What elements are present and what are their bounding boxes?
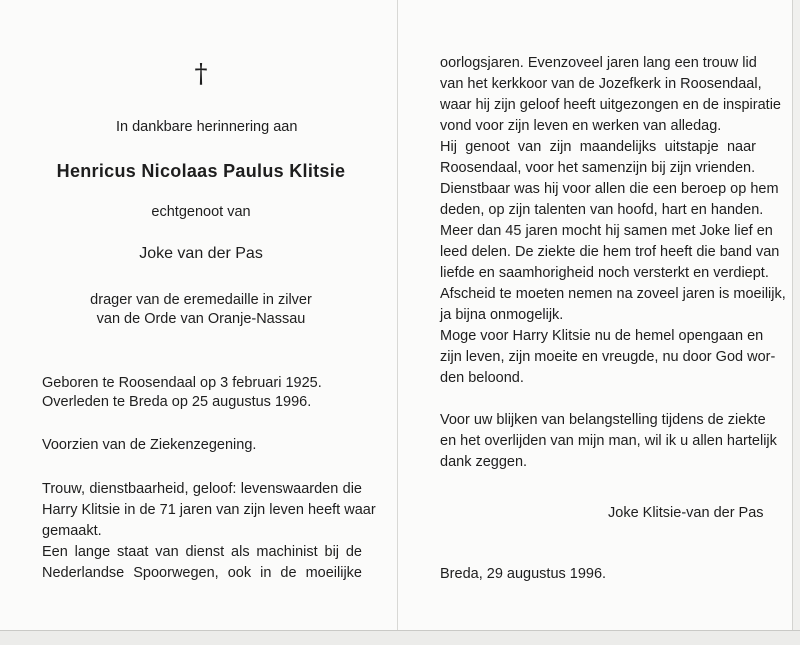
spouse-label: echtgenoot van [151, 204, 251, 220]
body-line: waar hij zijn geloof heeft uitgezongen en de inspiratie [440, 97, 781, 113]
body-line: den beloond. [440, 370, 524, 386]
card-edge-right [792, 0, 800, 630]
values-line: Trouw, dienstbaarheid, geloof: levenswaarden die [42, 481, 362, 497]
thanks-line: en het overlijden van mijn man, wil ik u allen hartelijk [440, 433, 777, 449]
body-line: Roosendaal, voor het samenzijn bij zijn vrienden. [440, 160, 756, 176]
thanks-line: Voor uw blijken van belangstelling tijdens de ziekte [440, 412, 766, 428]
values-line: Een lange staat van dienst als machinist bij de [42, 544, 362, 560]
honor-line-2: van de Orde van Oranje-Nassau [96, 311, 306, 327]
thanks-line: dank zeggen. [440, 454, 528, 470]
body-line: Dienstbaar was hij voor allen die een beroep op hem [440, 181, 779, 197]
death-line: Overleden te Breda op 25 augustus 1996. [42, 394, 312, 410]
intro-text: In dankbare herinnering aan [116, 119, 298, 135]
card-fold [397, 0, 398, 644]
values-line: gemaakt. [42, 523, 102, 539]
card-edge-bottom [0, 630, 800, 645]
honor-line-1: drager van de eremedaille in zilver [90, 292, 312, 308]
body-line: deden, op zijn talenten van hoofd, hart en handen. [440, 202, 764, 218]
birth-line: Geboren te Roosendaal op 3 februari 1925. [42, 375, 322, 391]
body-line: van het kerkkoor van de Jozefkerk in Roosendaal, [440, 76, 762, 92]
cross-icon: † [194, 59, 208, 89]
values-line: Nederlandse Spoorwegen, ook in de moeilijke [42, 565, 362, 581]
body-line: leed delen. De ziekte die hem trof heeft die band van [440, 244, 780, 260]
spouse-name: Joke van der Pas [139, 245, 263, 262]
body-line: vond voor zijn leven en werken van alledag. [440, 118, 722, 134]
sacrament-line: Voorzien van de Ziekenzegening. [42, 437, 257, 453]
body-line: zijn leven, zijn moeite en vreugde, nu door God wor- [440, 349, 776, 365]
values-line: Harry Klitsie in de 71 jaren van zijn leven heeft waar [42, 502, 376, 518]
place-date: Breda, 29 augustus 1996. [440, 566, 607, 582]
body-line: Hij genoot van zijn maandelijks uitstapje naar [440, 139, 756, 155]
signature: Joke Klitsie-van der Pas [608, 505, 764, 521]
body-line: liefde en saamhorigheid noch versterkt en verdiept. [440, 265, 769, 281]
body-line: oorlogsjaren. Evenzoveel jaren lang een trouw lid [440, 55, 757, 71]
body-line: Moge voor Harry Klitsie nu de hemel opengaan en [440, 328, 764, 344]
body-line: ja bijna onmogelijk. [440, 307, 564, 323]
body-line: Meer dan 45 jaren mocht hij samen met Joke lief en [440, 223, 773, 239]
deceased-name: Henricus Nicolaas Paulus Klitsie [56, 161, 346, 181]
body-line: Afscheid te moeten nemen na zoveel jaren is moeilijk, [440, 286, 786, 302]
